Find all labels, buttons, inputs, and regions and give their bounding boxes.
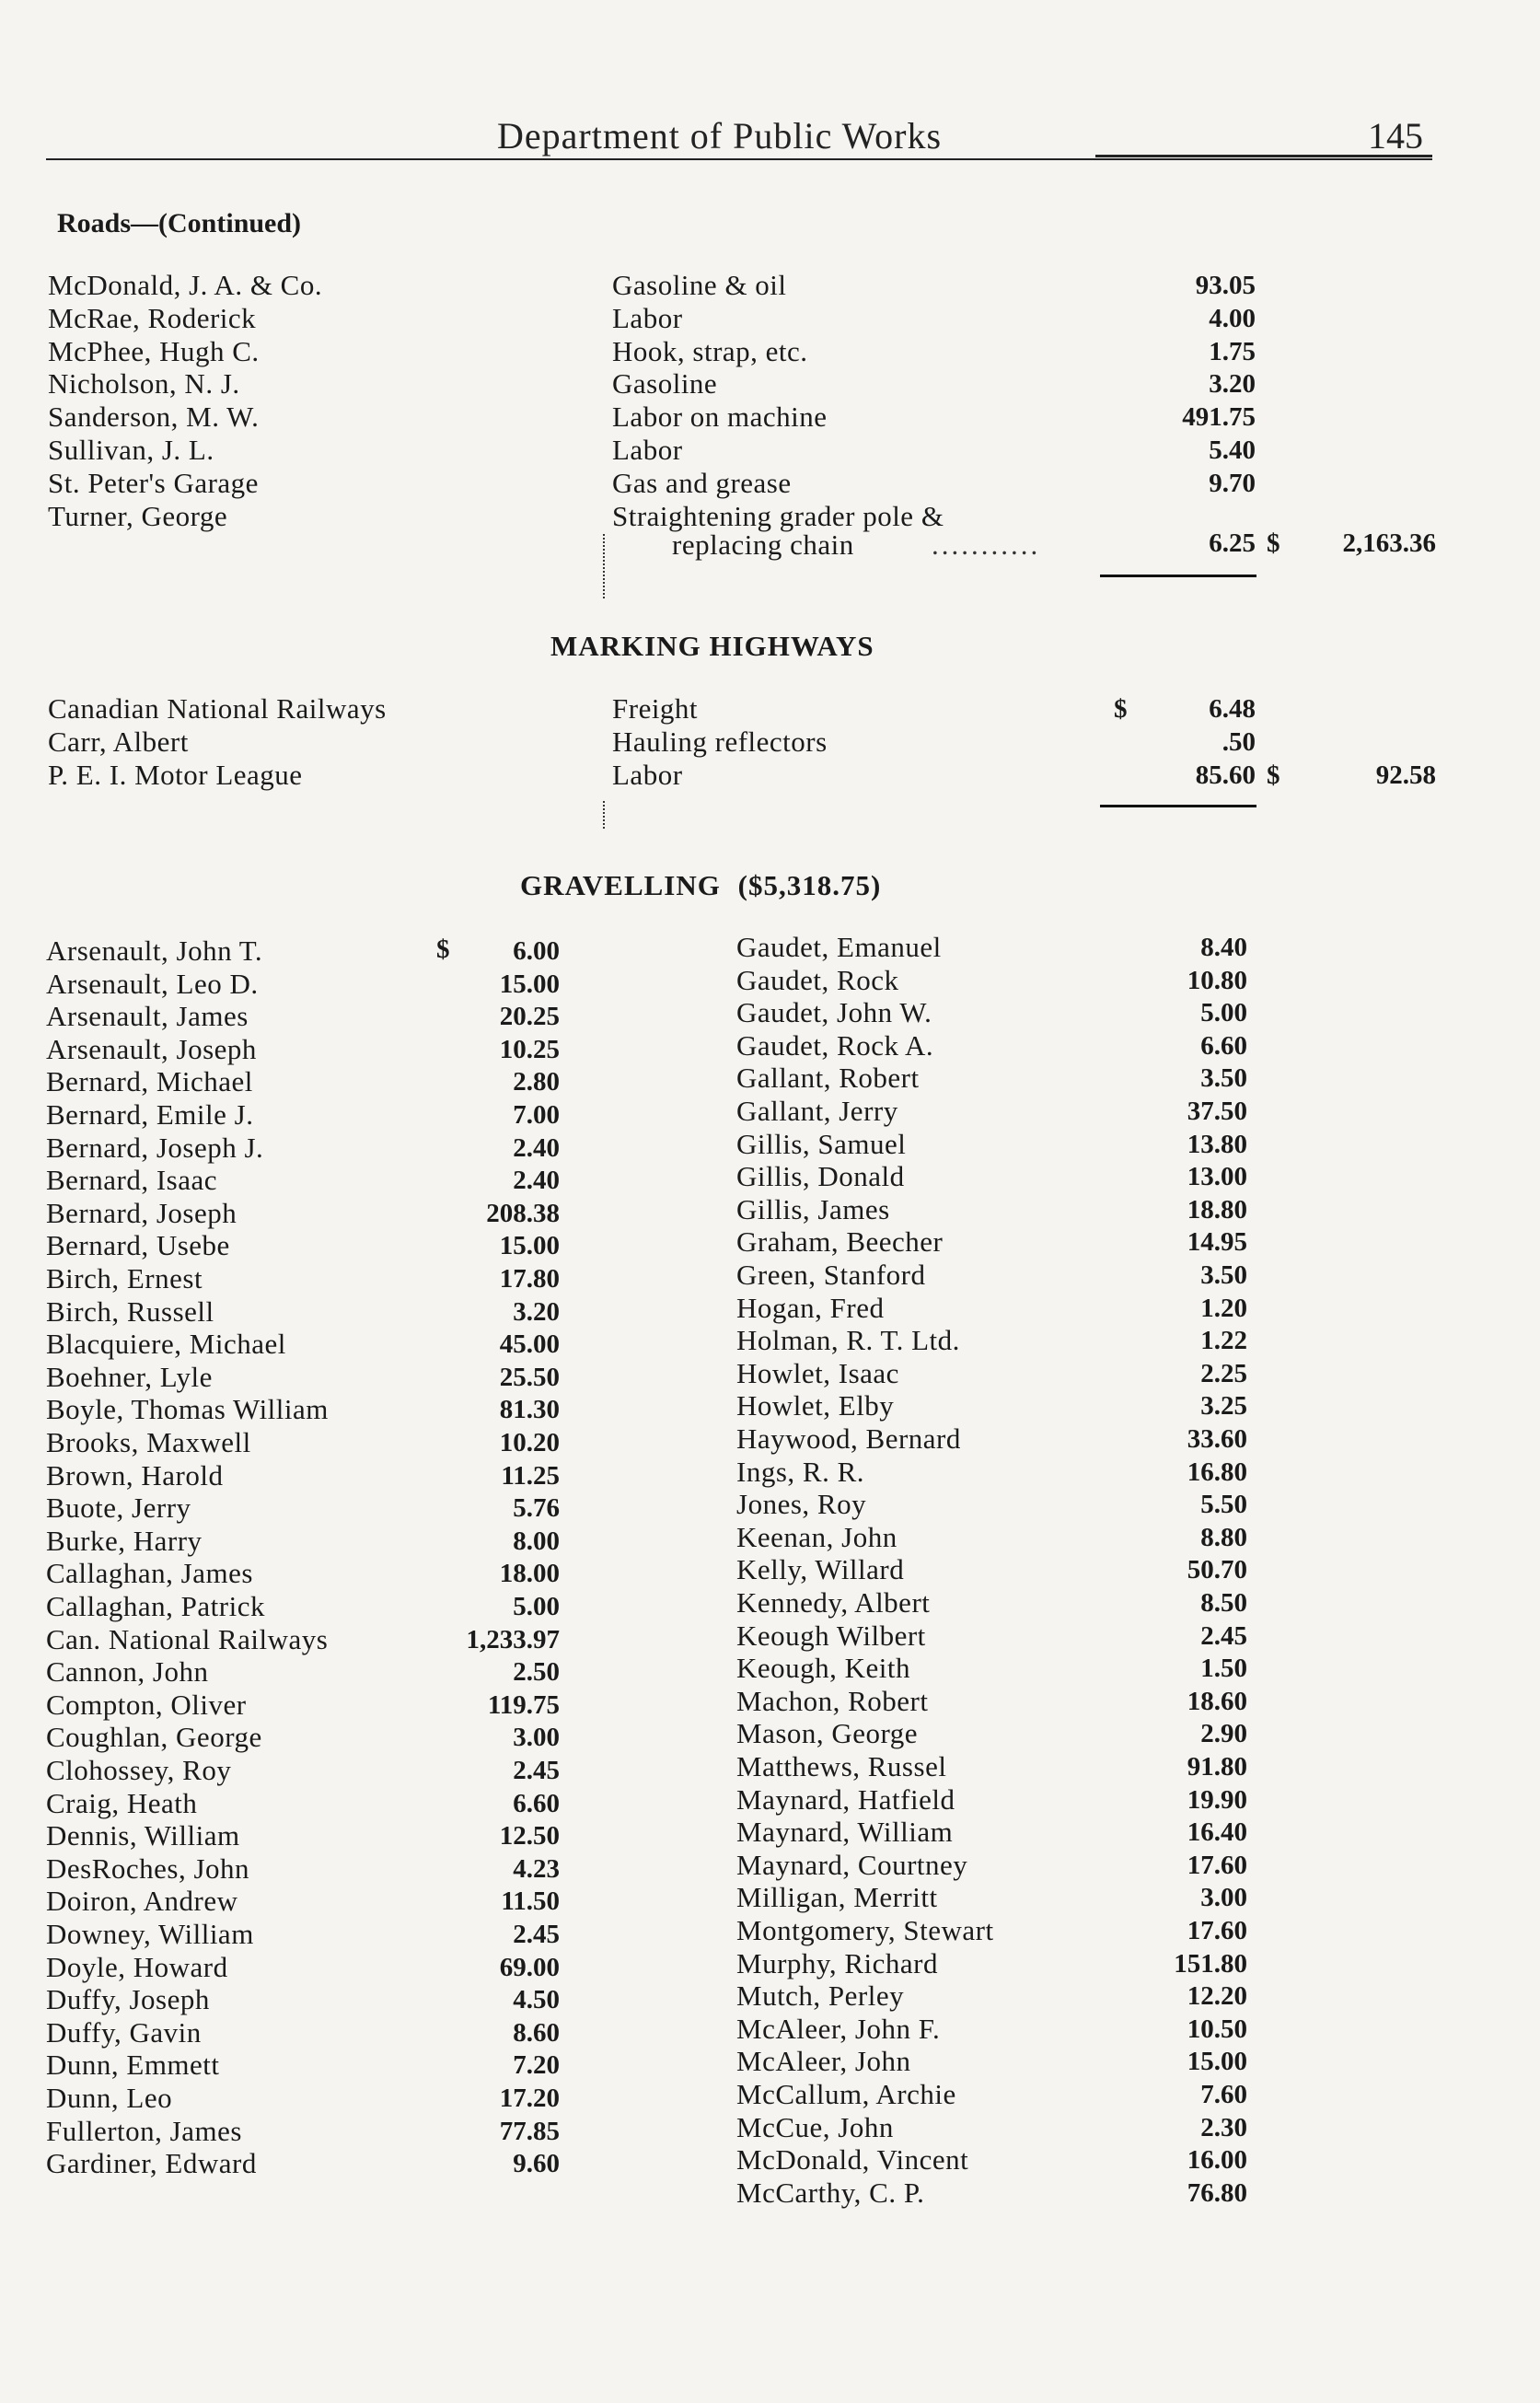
payment-amount: 2.90 xyxy=(1200,1719,1247,1749)
payee-name: Mason, George xyxy=(736,1717,919,1750)
payee-name: Jones, Roy xyxy=(736,1488,867,1521)
payee-name: McCue, John xyxy=(736,2110,894,2143)
payee-name: Nicholson, N. J. xyxy=(48,367,240,400)
expense-item: Straightening grader pole & xyxy=(612,499,944,532)
payee-name: McDonald, J. A. & Co. xyxy=(48,269,323,301)
payee-name: Bernard, Usebe xyxy=(46,1229,230,1262)
expense-item: Gas and grease xyxy=(612,466,792,499)
subtotal-rule-2 xyxy=(1100,805,1256,807)
payment-amount: 7.00 xyxy=(513,1100,560,1130)
payment-amount: 16.80 xyxy=(1187,1457,1247,1487)
payee-name: Bernard, Michael xyxy=(46,1065,253,1098)
payment-amount: 10.50 xyxy=(1187,2014,1247,2044)
gravelling-title: GRAVELLING xyxy=(520,869,721,901)
payment-amount: 12.50 xyxy=(499,1821,560,1852)
payment-amount: 8.80 xyxy=(1200,1522,1247,1552)
expense-item: Labor xyxy=(612,759,683,791)
expense-amount: 9.70 xyxy=(1209,468,1256,498)
payee-name: Matthews, Russel xyxy=(736,1750,947,1782)
payee-name: McPhee, Hugh C. xyxy=(48,334,260,367)
gravelling-dollar: $ xyxy=(436,934,450,964)
payment-amount: 16.00 xyxy=(1187,2145,1247,2176)
expense-amount: 3.20 xyxy=(1209,369,1256,400)
heading-gravelling xyxy=(520,869,881,902)
payee-name: Milligan, Merritt xyxy=(736,1881,938,1914)
payment-amount: 8.00 xyxy=(513,1526,560,1556)
roads-continuation-item: replacing chain xyxy=(672,528,854,561)
payment-amount: 8.40 xyxy=(1200,933,1247,962)
payee-name: Arsenault, Joseph xyxy=(46,1032,257,1065)
payment-amount: 16.40 xyxy=(1187,1817,1247,1848)
payee-name: Cannon, John xyxy=(46,1655,209,1689)
payment-amount: 17.60 xyxy=(1187,1916,1247,1945)
payment-amount: 33.60 xyxy=(1187,1424,1247,1454)
expense-item: Freight xyxy=(612,692,699,725)
payment-amount: 18.00 xyxy=(499,1559,560,1589)
payee-name: Dennis, William xyxy=(46,1819,240,1852)
payment-amount: 50.70 xyxy=(1187,1555,1247,1585)
payee-name: Burke, Harry xyxy=(46,1524,203,1557)
payee-name: Fullerton, James xyxy=(46,2114,242,2147)
roads-continuation-amount: 6.25 xyxy=(1209,528,1256,558)
payee-name: Hogan, Fred xyxy=(736,1291,885,1324)
payee-name: Arsenault, James xyxy=(46,1000,249,1033)
payee-name: DesRoches, John xyxy=(46,1852,250,1885)
payee-name: McRae, Roderick xyxy=(48,301,257,334)
payment-amount: 2.45 xyxy=(1200,1620,1247,1651)
expense-item: Labor xyxy=(612,301,683,334)
payee-name: Callaghan, James xyxy=(46,1557,253,1590)
payment-amount: 77.85 xyxy=(499,2116,560,2146)
payee-name: Gaudet, Emanuel xyxy=(736,931,942,963)
payment-amount: 76.80 xyxy=(1187,2177,1247,2208)
payee-name: Doiron, Andrew xyxy=(46,1885,238,1918)
expense-amount: 85.60 xyxy=(1195,760,1256,790)
payee-name: McDonald, Vincent xyxy=(736,2143,969,2177)
payment-amount: 10.20 xyxy=(499,1428,560,1457)
payment-amount: 1.50 xyxy=(1200,1654,1247,1684)
payment-amount: 4.50 xyxy=(513,1985,560,2015)
expense-item: Hook, strap, etc. xyxy=(612,334,808,367)
payment-amount: 6.60 xyxy=(1200,1030,1247,1061)
payee-name: Downey, William xyxy=(46,1918,254,1950)
payee-name: Duffy, Gavin xyxy=(46,2015,202,2049)
dollar-sign: $ xyxy=(1114,694,1128,724)
roads-total: 2,163.36 xyxy=(1342,528,1436,558)
payee-name: Maynard, Courtney xyxy=(736,1848,968,1881)
payment-amount: 12.20 xyxy=(1187,1981,1247,2012)
payee-name: Arsenault, Leo D. xyxy=(46,967,259,1000)
payee-name: Carr, Albert xyxy=(48,726,189,758)
expense-amount: .50 xyxy=(1222,727,1256,757)
payment-amount: 37.50 xyxy=(1187,1097,1247,1126)
payment-amount: 2.30 xyxy=(1200,2112,1247,2142)
payee-name: McCallum, Archie xyxy=(736,2078,956,2110)
payment-amount: 119.75 xyxy=(487,1689,560,1720)
payee-name: Maynard, William xyxy=(736,1816,954,1849)
payment-amount: 17.60 xyxy=(1187,1850,1247,1880)
expense-item: Hauling reflectors xyxy=(612,726,828,758)
payment-amount: 17.20 xyxy=(499,2084,560,2113)
page-title: Department of Public Works xyxy=(497,115,943,157)
payment-amount: 5.00 xyxy=(1200,998,1247,1028)
payee-name: Blacquiere, Michael xyxy=(46,1328,286,1361)
payment-amount: 19.90 xyxy=(1187,1784,1247,1815)
expense-amount: 491.75 xyxy=(1182,402,1256,433)
payee-name: Machon, Robert xyxy=(736,1684,929,1717)
payee-name: Gillis, Donald xyxy=(736,1160,905,1193)
payment-amount: 13.00 xyxy=(1187,1162,1247,1192)
payment-amount: 15.00 xyxy=(499,969,560,999)
section-label-roads: Roads—(Continued) xyxy=(57,208,302,238)
payee-name: Dunn, Emmett xyxy=(46,2049,220,2082)
payment-amount: 3.50 xyxy=(1200,1063,1247,1094)
payment-amount: 18.60 xyxy=(1187,1686,1247,1716)
payment-amount: 2.25 xyxy=(1200,1358,1247,1388)
payee-name: Canadian National Railways xyxy=(48,692,387,725)
payment-amount: 20.25 xyxy=(499,1002,560,1032)
payee-name: Graham, Beecher xyxy=(736,1225,944,1259)
payee-name: P. E. I. Motor League xyxy=(48,759,303,791)
payee-name: Sanderson, M. W. xyxy=(48,400,260,434)
payment-amount: 6.60 xyxy=(513,1788,560,1818)
payment-amount: 3.25 xyxy=(1200,1391,1247,1422)
payment-amount: 91.80 xyxy=(1187,1752,1247,1782)
page-number: 145 xyxy=(1368,115,1423,157)
payee-name: Haywood, Bernard xyxy=(736,1422,961,1455)
payee-name: Holman, R. T. Ltd. xyxy=(736,1324,960,1357)
payment-amount: 69.00 xyxy=(499,1952,560,1982)
payee-name: Buote, Jerry xyxy=(46,1492,191,1525)
payee-name: Maynard, Hatfield xyxy=(736,1782,955,1816)
payee-name: Birch, Ernest xyxy=(46,1262,203,1294)
expense-item: Labor on machine xyxy=(612,400,828,434)
payee-name: Gallant, Robert xyxy=(736,1062,920,1095)
payment-amount: 14.95 xyxy=(1187,1227,1247,1258)
payment-amount: 1.22 xyxy=(1200,1326,1247,1356)
payment-amount: 15.00 xyxy=(1187,2047,1247,2077)
payment-amount: 3.20 xyxy=(513,1296,560,1327)
expense-amount: 93.05 xyxy=(1195,271,1256,300)
payee-name: Gillis, James xyxy=(736,1192,890,1225)
payment-amount: 17.80 xyxy=(499,1264,560,1294)
payee-name: McAleer, John xyxy=(736,2045,911,2078)
payment-amount: 2.45 xyxy=(513,1756,560,1785)
payee-name: Keenan, John xyxy=(736,1520,897,1553)
payment-amount: 7.20 xyxy=(513,2050,560,2081)
gravelling-total: ($5,318.75) xyxy=(737,869,882,901)
payee-name: Birch, Russell xyxy=(46,1294,214,1328)
payment-amount: 25.50 xyxy=(499,1362,560,1392)
expense-amount: 4.00 xyxy=(1209,303,1256,333)
payee-name: Mutch, Perley xyxy=(736,1979,905,2013)
payment-amount: 18.80 xyxy=(1187,1194,1247,1225)
payee-name: Craig, Heath xyxy=(46,1786,198,1819)
payee-name: Duffy, Joseph xyxy=(46,1983,210,2016)
payment-amount: 8.60 xyxy=(513,2017,560,2048)
payee-name: Turner, George xyxy=(48,499,228,532)
payee-name: Keough, Keith xyxy=(736,1652,911,1685)
expense-amount: 6.48 xyxy=(1209,694,1256,724)
payment-amount: 7.60 xyxy=(1200,2080,1247,2109)
payee-name: Brown, Harold xyxy=(46,1458,224,1492)
payee-name: Compton, Oliver xyxy=(46,1688,247,1721)
payment-amount: 2.50 xyxy=(513,1657,560,1688)
payee-name: Green, Stanford xyxy=(736,1259,926,1291)
payee-name: Bernard, Joseph xyxy=(46,1196,237,1229)
payee-name: Bernard, Isaac xyxy=(46,1164,218,1197)
expense-item: Gasoline xyxy=(612,367,718,400)
heading-marking-highways: MARKING HIGHWAYS xyxy=(550,630,874,662)
column-divider-2 xyxy=(603,801,605,829)
payee-name: Brooks, Maxwell xyxy=(46,1426,251,1458)
payee-name: Howlet, Isaac xyxy=(736,1356,899,1389)
total-dollar: $ xyxy=(1267,760,1280,790)
payee-name: Bernard, Joseph J. xyxy=(46,1131,264,1164)
payee-name: Keough Wilbert xyxy=(736,1619,926,1652)
payment-amount: 1,233.97 xyxy=(466,1624,560,1654)
payment-amount: 11.25 xyxy=(501,1460,560,1491)
section-total: 92.58 xyxy=(1375,760,1436,790)
payment-amount: 5.50 xyxy=(1200,1490,1247,1520)
payee-name: Montgomery, Stewart xyxy=(736,1914,994,1946)
payee-name: Can. National Railways xyxy=(46,1622,329,1655)
payee-name: Ings, R. R. xyxy=(736,1455,864,1488)
payee-name: Gallant, Jerry xyxy=(736,1095,898,1127)
payee-name: Murphy, Richard xyxy=(736,1946,939,1979)
payee-name: Gaudet, John W. xyxy=(736,996,932,1029)
payment-amount: 6.00 xyxy=(513,936,560,966)
payment-amount: 2.40 xyxy=(513,1166,560,1196)
payee-name: Kelly, Willard xyxy=(736,1553,905,1586)
header-rule xyxy=(46,158,1432,160)
payment-amount: 8.50 xyxy=(1200,1588,1247,1618)
payment-amount: 1.20 xyxy=(1200,1293,1247,1323)
payment-amount: 45.00 xyxy=(499,1329,560,1360)
payee-name: Callaghan, Patrick xyxy=(46,1590,265,1622)
payee-name: Boehner, Lyle xyxy=(46,1360,213,1393)
payee-name: McCarthy, C. P. xyxy=(736,2176,925,2209)
payment-amount: 81.30 xyxy=(499,1395,560,1425)
leader-dots: ........... xyxy=(932,528,1041,561)
payment-amount: 11.50 xyxy=(501,1886,560,1917)
payment-amount: 10.80 xyxy=(1187,965,1247,995)
payment-amount: 5.00 xyxy=(513,1592,560,1621)
payment-amount: 3.50 xyxy=(1200,1260,1247,1290)
expense-amount: 1.75 xyxy=(1209,336,1256,366)
payee-name: Doyle, Howard xyxy=(46,1950,228,1983)
payment-amount: 2.45 xyxy=(513,1920,560,1949)
payee-name: Bernard, Emile J. xyxy=(46,1098,254,1131)
payee-name: Clohossey, Roy xyxy=(46,1754,232,1786)
payment-amount: 3.00 xyxy=(513,1723,560,1753)
payment-amount: 5.76 xyxy=(513,1493,560,1524)
payment-amount: 13.80 xyxy=(1187,1129,1247,1159)
payee-name: Gaudet, Rock A. xyxy=(736,1028,934,1062)
payee-name: Gillis, Samuel xyxy=(736,1127,907,1160)
payee-name: Dunn, Leo xyxy=(46,2082,173,2114)
payee-name: Gardiner, Edward xyxy=(46,2147,257,2180)
payment-amount: 9.60 xyxy=(513,2149,560,2179)
payee-name: Gaudet, Rock xyxy=(736,963,899,996)
header-rule-right xyxy=(1095,155,1432,157)
payee-name: Boyle, Thomas William xyxy=(46,1393,329,1426)
payment-amount: 3.00 xyxy=(1200,1883,1247,1913)
payment-amount: 208.38 xyxy=(486,1198,560,1228)
payee-name: Arsenault, John T. xyxy=(46,934,263,967)
roads-total-dollar: $ xyxy=(1267,528,1280,558)
payment-amount: 15.00 xyxy=(499,1231,560,1261)
payment-amount: 2.40 xyxy=(513,1132,560,1163)
payee-name: McAleer, John F. xyxy=(736,2012,941,2045)
payment-amount: 2.80 xyxy=(513,1067,560,1097)
expense-item: Gasoline & oil xyxy=(612,269,787,301)
expense-item: Labor xyxy=(612,434,683,466)
payment-amount: 10.25 xyxy=(499,1034,560,1064)
expense-amount: 5.40 xyxy=(1209,435,1256,465)
payee-name: St. Peter's Garage xyxy=(48,466,259,499)
payment-amount: 151.80 xyxy=(1174,1948,1247,1979)
payment-amount: 4.23 xyxy=(513,1853,560,1884)
payee-name: Sullivan, J. L. xyxy=(48,434,214,466)
payee-name: Howlet, Elby xyxy=(736,1389,895,1422)
column-divider xyxy=(603,534,605,598)
payee-name: Coughlan, George xyxy=(46,1721,262,1754)
subtotal-rule xyxy=(1100,575,1256,577)
payee-name: Kennedy, Albert xyxy=(736,1586,931,1619)
